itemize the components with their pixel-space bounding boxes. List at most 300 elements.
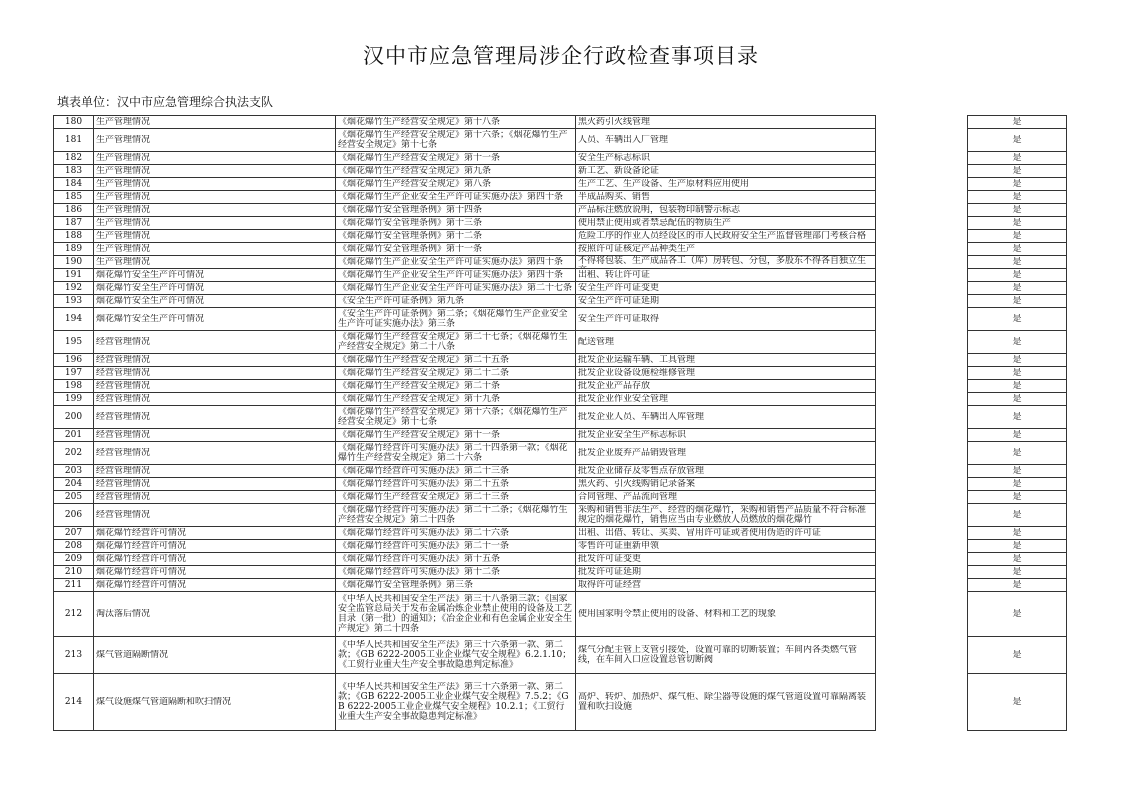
inspection-content [576, 217, 876, 230]
legal-basis-text: 《烟花爆竹生产经营安全规定》第十一条 [338, 153, 501, 163]
legal-basis [336, 204, 576, 217]
table-row [54, 354, 1067, 367]
legal-basis [336, 592, 576, 637]
row-number-text: 202 [64, 448, 83, 458]
inspection-content [576, 152, 876, 165]
row-number-text: 194 [64, 314, 83, 324]
spacer-cell [876, 217, 968, 230]
table-row [54, 592, 1067, 637]
legal-basis-text: 《烟花爆竹生产经营安全规定》第十六条；《烟花爆竹生产经营安全规定》第十七条 [338, 130, 568, 150]
inspection-item-text: 烟花爆竹安全生产许可情况 [96, 283, 205, 293]
inspection-item-text: 经营管理情况 [96, 430, 151, 440]
applies-value [968, 191, 1067, 204]
spacer-cell [876, 637, 968, 674]
applies-value-text: 是 [1012, 231, 1022, 241]
inspection-content-text: 半成品购买、销售 [578, 192, 651, 202]
inspection-item [94, 566, 336, 579]
inspection-content-text: 使用国家明令禁止使用的设备、材料和工艺的现象 [578, 609, 777, 619]
row-number [54, 331, 94, 354]
spacer-cell [876, 527, 968, 540]
legal-basis [336, 566, 576, 579]
applies-value [968, 491, 1067, 504]
row-number [54, 579, 94, 592]
inspection-content-text: 安全生产标志标识 [578, 153, 651, 163]
legal-basis-text: 《烟花爆竹安全管理条例》第十三条 [338, 218, 483, 228]
spacer-cell [876, 204, 968, 217]
inspection-content-text: 配送管理 [578, 337, 615, 347]
inspection-content [576, 331, 876, 354]
applies-value [968, 152, 1067, 165]
row-number [54, 243, 94, 256]
row-number-text: 188 [64, 231, 83, 241]
table-row [54, 256, 1067, 269]
inspection-content [576, 527, 876, 540]
spacer-cell [876, 406, 968, 429]
applies-value-text: 是 [1012, 153, 1022, 163]
legal-basis [336, 243, 576, 256]
inspection-content-text: 批发企业作业安全管理 [578, 394, 669, 404]
table-row [54, 553, 1067, 566]
spacer-cell [876, 579, 968, 592]
row-number-text: 191 [64, 270, 83, 280]
inspection-content-text: 新工艺、新设备论证 [578, 166, 660, 176]
table-row [54, 204, 1067, 217]
inspection-content-text: 批发企业储存及零售点存放管理 [578, 466, 705, 476]
row-number-text: 189 [64, 244, 83, 254]
row-number-text: 181 [64, 135, 83, 145]
applies-value-text: 是 [1012, 135, 1022, 145]
table-row [54, 491, 1067, 504]
spacer-cell [876, 504, 968, 527]
inspection-item-text: 烟花爆竹安全生产许可情况 [96, 296, 205, 306]
spacer-cell [876, 152, 968, 165]
inspection-item-text: 经营管理情况 [96, 381, 151, 391]
row-number-text: 185 [64, 192, 83, 202]
applies-value-text: 是 [1012, 697, 1022, 707]
applies-value [968, 592, 1067, 637]
inspection-item [94, 367, 336, 380]
inspection-content-text: 批发企业设备设施检维修管理 [578, 368, 696, 378]
applies-value-text: 是 [1012, 218, 1022, 228]
inspection-content-text: 危险工序的作业人员经设区的市人民政府安全生产监督管理部门考核合格 [578, 231, 867, 241]
inspection-content [576, 354, 876, 367]
inspection-content [576, 230, 876, 243]
legal-basis-text: 《烟花爆竹经营许可实施办法》第十五条 [338, 554, 501, 564]
row-number [54, 637, 94, 674]
row-number [54, 540, 94, 553]
inspection-content-text: 批发企业人员、车辆出入库管理 [578, 412, 705, 422]
row-number-text: 199 [64, 394, 83, 404]
inspection-content [576, 269, 876, 282]
row-number [54, 393, 94, 406]
applies-value-text: 是 [1012, 244, 1022, 254]
applies-value-text: 是 [1012, 567, 1022, 577]
applies-value [968, 380, 1067, 393]
inspection-item [94, 380, 336, 393]
inspection-item-text: 生产管理情况 [96, 244, 151, 254]
row-number [54, 230, 94, 243]
spacer-cell [876, 129, 968, 152]
applies-value [968, 504, 1067, 527]
inspection-content-text: 黑火药引火线管理 [578, 117, 651, 127]
row-number [54, 116, 94, 129]
spacer-cell [876, 308, 968, 331]
inspection-content [576, 491, 876, 504]
spacer-cell [876, 116, 968, 129]
inspection-item [94, 637, 336, 674]
inspection-item-text: 烟花爆竹经营许可情况 [96, 528, 187, 538]
inspection-item [94, 540, 336, 553]
inspection-item-text: 烟花爆竹经营许可情况 [96, 554, 187, 564]
inspection-item-text: 经营管理情况 [96, 368, 151, 378]
inspection-item [94, 553, 336, 566]
inspection-item [94, 217, 336, 230]
applies-value [968, 217, 1067, 230]
inspection-item-text: 经营管理情况 [96, 337, 151, 347]
applies-value-text: 是 [1012, 609, 1022, 619]
legal-basis [336, 282, 576, 295]
legal-basis-text: 《中华人民共和国安全生产法》第三十六条第一款、第二款；《GB 6222-2005工业企业煤气安全规程》6.2.1.10；《工贸行业重大生产安全事故隐患判定标准》 [338, 640, 572, 670]
legal-basis-text: 《烟花爆竹生产经营安全规定》第十六条；《烟花爆竹生产经营安全规定》第十七条 [338, 407, 568, 427]
legal-basis-text: 《烟花爆竹生产企业安全生产许可证实施办法》第四十条 [338, 270, 564, 280]
spacer-cell [876, 230, 968, 243]
table-row [54, 367, 1067, 380]
legal-basis [336, 429, 576, 442]
legal-basis [336, 553, 576, 566]
legal-basis [336, 478, 576, 491]
inspection-content [576, 566, 876, 579]
applies-value-text: 是 [1012, 381, 1022, 391]
applies-value [968, 129, 1067, 152]
table-row [54, 540, 1067, 553]
legal-basis-text: 《烟花爆竹生产经营安全规定》第十一条 [338, 430, 501, 440]
inspection-item [94, 116, 336, 129]
applies-value [968, 295, 1067, 308]
inspection-content [576, 256, 876, 269]
applies-value [968, 230, 1067, 243]
table-row [54, 165, 1067, 178]
spacer-cell [876, 465, 968, 478]
applies-value-text: 是 [1012, 257, 1022, 267]
row-number [54, 178, 94, 191]
inspection-content-text: 使用禁止使用或者禁忌配伍的物质生产 [578, 218, 732, 228]
inspection-content-text: 批发企业安全生产标志标识 [578, 430, 687, 440]
legal-basis [336, 217, 576, 230]
inspection-content-text: 批发企业废弃产品销毁管理 [578, 448, 687, 458]
inspection-item-text: 淘汰落后情况 [96, 609, 151, 619]
legal-basis [336, 256, 576, 269]
legal-basis-text: 《烟花爆竹生产企业安全生产许可证实施办法》第四十条 [338, 257, 564, 267]
inspection-item [94, 178, 336, 191]
row-number-text: 212 [64, 609, 83, 619]
legal-basis [336, 491, 576, 504]
applies-value [968, 393, 1067, 406]
inspection-content-text: 批发企业运输车辆、工具管理 [578, 355, 696, 365]
legal-basis [336, 331, 576, 354]
applies-value-text: 是 [1012, 510, 1022, 520]
inspection-item [94, 256, 336, 269]
legal-basis-text: 《安全生产许可证条例》第二条；《烟花爆竹生产企业安全生产许可证实施办法》第三条 [338, 309, 568, 329]
inspection-item-text: 生产管理情况 [96, 166, 151, 176]
row-number-text: 197 [64, 368, 83, 378]
legal-basis [336, 367, 576, 380]
inspection-content-text: 合同管理、产品流向管理 [578, 492, 678, 502]
inspection-content [576, 367, 876, 380]
fill-unit-label: 填表单位：汉中市应急管理综合执法支队 [57, 95, 274, 109]
inspection-content [576, 406, 876, 429]
inspection-item [94, 442, 336, 465]
row-number-text: 208 [64, 541, 83, 551]
row-number [54, 406, 94, 429]
inspection-content [576, 129, 876, 152]
row-number [54, 674, 94, 731]
inspection-item [94, 269, 336, 282]
row-number-text: 180 [64, 117, 83, 127]
inspection-item-text: 生产管理情况 [96, 135, 151, 145]
legal-basis-text: 《烟花爆竹经营许可实施办法》第二十一条 [338, 541, 510, 551]
inspection-content [576, 282, 876, 295]
applies-value [968, 308, 1067, 331]
inspection-content-text: 不得将包装、生产成品各工（库）房转包、分包，多股东不得各自独立生 [578, 256, 867, 266]
row-number [54, 282, 94, 295]
row-number [54, 465, 94, 478]
spacer-cell [876, 331, 968, 354]
inspection-item [94, 504, 336, 527]
applies-value [968, 429, 1067, 442]
legal-basis [336, 116, 576, 129]
legal-basis [336, 165, 576, 178]
spacer-cell [876, 478, 968, 491]
table-row [54, 331, 1067, 354]
legal-basis-text: 《烟花爆竹经营许可实施办法》第二十五条 [338, 479, 510, 489]
applies-value-text: 是 [1012, 448, 1022, 458]
inspection-item [94, 191, 336, 204]
table-row [54, 465, 1067, 478]
table-row [54, 191, 1067, 204]
spacer-cell [876, 354, 968, 367]
inspection-content [576, 674, 876, 731]
row-number [54, 566, 94, 579]
table-row [54, 579, 1067, 592]
row-number [54, 491, 94, 504]
legal-basis [336, 540, 576, 553]
table-row [54, 129, 1067, 152]
row-number-text: 206 [64, 510, 83, 520]
table-row [54, 308, 1067, 331]
inspection-item [94, 331, 336, 354]
table-row [54, 393, 1067, 406]
row-number [54, 478, 94, 491]
applies-value-text: 是 [1012, 650, 1022, 660]
legal-basis [336, 230, 576, 243]
applies-value [968, 540, 1067, 553]
legal-basis [336, 380, 576, 393]
inspection-item [94, 282, 336, 295]
table-row [54, 295, 1067, 308]
inspection-item [94, 579, 336, 592]
row-number [54, 129, 94, 152]
applies-value-text: 是 [1012, 283, 1022, 293]
inspection-content-text: 按照许可证核定产品种类生产 [578, 244, 696, 254]
row-number-text: 192 [64, 283, 83, 293]
table-row [54, 269, 1067, 282]
inspection-item-text: 烟花爆竹安全生产许可情况 [96, 270, 205, 280]
inspection-content [576, 295, 876, 308]
inspection-item-text: 生产管理情况 [96, 117, 151, 127]
inspection-item [94, 165, 336, 178]
inspection-content [576, 637, 876, 674]
inspection-content-text: 出租、转让许可证 [578, 270, 651, 280]
inspection-item [94, 295, 336, 308]
row-number-text: 190 [64, 257, 83, 267]
row-number [54, 269, 94, 282]
applies-value-text: 是 [1012, 179, 1022, 189]
row-number-text: 213 [64, 650, 83, 660]
legal-basis [336, 308, 576, 331]
applies-value-text: 是 [1012, 368, 1022, 378]
inspection-content-text: 采购和销售非法生产、经营的烟花爆竹，采购和销售产品质量不符合标准规定的烟花爆竹，销售应当由专业燃放人员燃放的烟花爆竹 [578, 505, 867, 525]
applies-value-text: 是 [1012, 205, 1022, 215]
inspection-content [576, 178, 876, 191]
legal-basis [336, 527, 576, 540]
legal-basis [336, 152, 576, 165]
legal-basis [336, 406, 576, 429]
applies-value [968, 674, 1067, 731]
spacer-cell [876, 282, 968, 295]
inspection-item-text: 经营管理情况 [96, 448, 151, 458]
legal-basis-text: 《烟花爆竹生产经营安全规定》第八条 [338, 179, 492, 189]
row-number [54, 308, 94, 331]
inspection-item-text: 烟花爆竹安全生产许可情况 [96, 314, 205, 324]
applies-value [968, 256, 1067, 269]
row-number-text: 211 [64, 580, 83, 590]
applies-value [968, 269, 1067, 282]
legal-basis [336, 129, 576, 152]
inspection-content [576, 465, 876, 478]
inspection-item-text: 经营管理情况 [96, 412, 151, 422]
row-number [54, 592, 94, 637]
inspection-item-text: 生产管理情况 [96, 257, 151, 267]
inspection-item-text: 经营管理情况 [96, 510, 151, 520]
inspection-item [94, 129, 336, 152]
table-row [54, 442, 1067, 465]
row-number [54, 204, 94, 217]
applies-value [968, 331, 1067, 354]
applies-value [968, 465, 1067, 478]
table-row [54, 637, 1067, 674]
spacer-cell [876, 165, 968, 178]
row-number-text: 205 [64, 492, 83, 502]
inspection-content [576, 116, 876, 129]
inspection-content-text: 出租、出借、转让、买卖、冒用许可证或者使用伪造的许可证 [578, 528, 822, 538]
spacer-cell [876, 191, 968, 204]
inspection-item [94, 204, 336, 217]
applies-value-text: 是 [1012, 117, 1022, 127]
table-row [54, 429, 1067, 442]
table-row [54, 380, 1067, 393]
inspection-content [576, 393, 876, 406]
spacer-cell [876, 442, 968, 465]
legal-basis-text: 《中华人民共和国安全生产法》第三十八条第三款；《国家安全监管总局关于发布金属冶炼企业禁止使用的设备及工艺目录（第一批）的通知》；《冶金企业和有色金属企业安全生产规定》第二十四条 [338, 594, 573, 634]
table-row [54, 243, 1067, 256]
applies-value-text: 是 [1012, 314, 1022, 324]
row-number-text: 195 [64, 337, 83, 347]
inspection-content [576, 442, 876, 465]
row-number-text: 200 [64, 412, 83, 422]
spacer-cell [876, 380, 968, 393]
inspection-content-text: 高炉、转炉、加热炉、煤气柜、除尘器等设施的煤气管道设置可靠隔离装置和吹扫设施 [578, 692, 867, 712]
applies-value [968, 553, 1067, 566]
legal-basis-text: 《烟花爆竹安全管理条例》第十一条 [338, 244, 483, 254]
inspection-item [94, 465, 336, 478]
spacer-cell [876, 295, 968, 308]
spacer-cell [876, 243, 968, 256]
inspection-item [94, 674, 336, 731]
applies-value [968, 178, 1067, 191]
inspection-content [576, 308, 876, 331]
legal-basis [336, 637, 576, 674]
legal-basis [336, 354, 576, 367]
table-row [54, 282, 1067, 295]
applies-value [968, 367, 1067, 380]
row-number [54, 354, 94, 367]
legal-basis-text: 《烟花爆竹生产经营安全规定》第二十三条 [338, 492, 510, 502]
legal-basis [336, 178, 576, 191]
row-number-text: 203 [64, 466, 83, 476]
row-number [54, 442, 94, 465]
inspection-item [94, 406, 336, 429]
row-number [54, 380, 94, 393]
table-row [54, 478, 1067, 491]
inspection-content-text: 批发企业产品存放 [578, 381, 651, 391]
legal-basis-text: 《烟花爆竹安全管理条例》第三条 [338, 580, 474, 590]
row-number-text: 210 [64, 567, 83, 577]
row-number-text: 214 [64, 697, 83, 707]
legal-basis-text: 《烟花爆竹生产经营安全规定》第十九条 [338, 394, 501, 404]
applies-value [968, 406, 1067, 429]
table-row [54, 566, 1067, 579]
inspection-item [94, 527, 336, 540]
applies-value-text: 是 [1012, 554, 1022, 564]
spacer-cell [876, 491, 968, 504]
inspection-item-text: 烟花爆竹经营许可情况 [96, 580, 187, 590]
legal-basis-text: 《烟花爆竹生产经营安全规定》第九条 [338, 166, 492, 176]
page-title: 汉中市应急管理局涉企行政检查事项目录 [363, 44, 759, 68]
spacer-cell [876, 674, 968, 731]
inspection-item-text: 生产管理情况 [96, 179, 151, 189]
inspection-content-text: 生产工艺、生产设备、生产原材料应用使用 [578, 179, 750, 189]
inspection-content-text: 产品标注燃放说明，包装物印制警示标志 [578, 205, 741, 215]
legal-basis-text: 《烟花爆竹生产企业安全生产许可证实施办法》第四十条 [338, 192, 564, 202]
row-number [54, 553, 94, 566]
legal-basis [336, 393, 576, 406]
legal-basis [336, 269, 576, 282]
legal-basis-text: 《烟花爆竹生产经营安全规定》第二十条 [338, 381, 501, 391]
inspection-item [94, 308, 336, 331]
inspection-item-text: 煤气设施煤气管道隔断和吹扫情况 [96, 697, 232, 707]
inspection-item [94, 592, 336, 637]
table-row [54, 674, 1067, 731]
inspection-item-text: 烟花爆竹经营许可情况 [96, 541, 187, 551]
table-row [54, 527, 1067, 540]
inspection-item [94, 230, 336, 243]
legal-basis-text: 《中华人民共和国安全生产法》第三十六条第一款、第二款；《GB 6222-2005工业企业煤气安全规程》7.5.2；《GB 6222-2005工业企业煤气安全规程》10.2.1；《工贸行业重大生产安全事故隐患判定标准》 [338, 682, 569, 722]
inspection-content [576, 243, 876, 256]
inspection-content [576, 592, 876, 637]
applies-value-text: 是 [1012, 296, 1022, 306]
applies-value [968, 637, 1067, 674]
inspection-content-text: 安全生产许可证变更 [578, 283, 660, 293]
